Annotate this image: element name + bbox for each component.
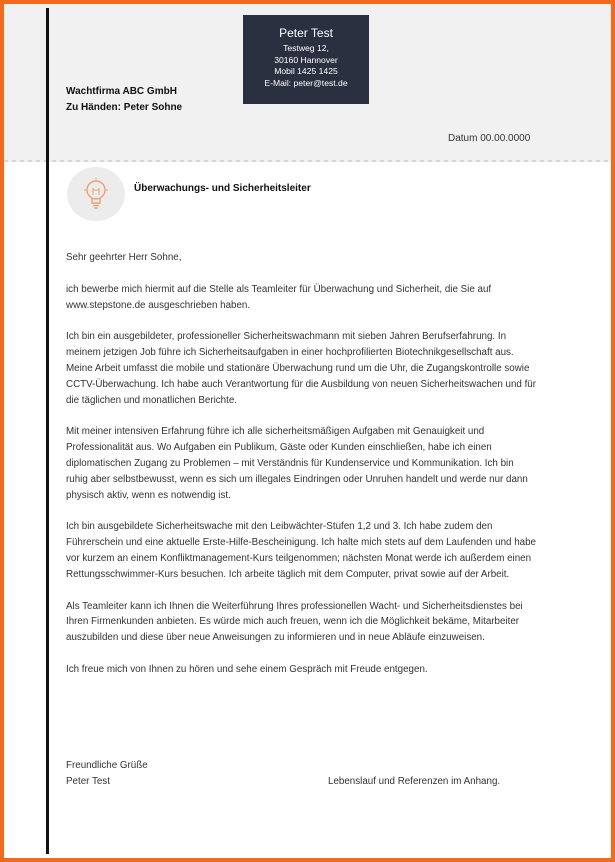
recipient-block bbox=[66, 84, 182, 116]
attachments-note: Lebenslauf und Referenzen im Anhang. bbox=[328, 776, 501, 787]
paragraph-4: Ich bin ausgebildete Sicherheitswache mit den Leibwächter-Stufen 1,2 und 3. Ich habe zudem den Führerschein und eine aktuelle Erste-Hilfe-Bescheinigung. Ich halte mich stets auf dem Laufenden und habe vor kurzem an einem Konfliktmanagement-Kurs teilgenommen; nächsten Monat werde ich außerdem einen Rettungsschwimmer-Kurs besuchen. Ich arbeite täglich mit dem Computer, privat sowie auf der Arbeit. bbox=[66, 521, 536, 580]
signature: Peter Test bbox=[66, 776, 110, 787]
sender-email: E-Mail: peter@test.de bbox=[264, 77, 348, 88]
lightbulb-icon bbox=[81, 177, 111, 211]
paragraph-3: Mit meiner intensiven Erfahrung führe ich alle sicherheitsmäßigen Aufgaben mit Genauigkeit und Professionalität aus. Wo Aufgaben ein Publikum, Gäste oder Kunden einschließen, habe ich einen diplomatischen Zugang zu Problemen – mit Verständnis für Kundenservice und Kommunikation. Ich bin ruhig aber selbstbewusst, wenn es sich um illegales Eindringen oder Unruhen handelt und werde nur dann physisch aktiv, wenn es notwendig ist. bbox=[66, 426, 528, 501]
letter-date: Datum 00.00.0000 bbox=[448, 133, 531, 144]
sender-phone: Mobil 1425 1425 bbox=[274, 66, 338, 76]
letter-subject: Überwachungs- und Sicherheitsleiter bbox=[134, 183, 311, 194]
sender-box bbox=[243, 15, 369, 104]
letter-body bbox=[66, 250, 536, 694]
paragraph-6: Ich freue mich von Ihnen zu hören und sehe einem Gespräch mit Freude entgegen. bbox=[66, 663, 428, 675]
paragraph-1: ich bewerbe mich hiermit auf die Stelle als Teamleiter für Überwachung und Sicherheit, die Sie auf www.stepstone.de ausgeschrieben haben. bbox=[66, 283, 492, 311]
icon-circle bbox=[67, 167, 125, 221]
recipient-company: Wachtfirma ABC GmbH bbox=[66, 86, 177, 97]
sender-city: 30160 Hannover bbox=[274, 54, 338, 65]
recipient-attention: Zu Händen: Peter Sohne bbox=[66, 102, 183, 113]
sender-name: Peter Test bbox=[279, 26, 333, 40]
closing-block bbox=[66, 758, 148, 790]
left-rule bbox=[46, 8, 49, 854]
salutation: Sehr geehrter Herr Sohne, bbox=[66, 252, 182, 263]
paragraph-5: Als Teamleiter kann ich Ihnen die Weiterführung Ihres professionellen Wacht- und Sicherheitsdienstes bei Ihren Firmenkunden anbieten. Es würde mich auch freuen, wenn ich die Möglichkeit bekäme, Mitarbeiter auszubilden und diese über neue Anweisungen zu informieren und in neue Abläufe einzuweisen. bbox=[66, 600, 523, 644]
paragraph-2: Ich bin ein ausgebildeter, professioneller Sicherheitswachmann mit sieben Jahren Berufserfahrung. In meinem jetzigen Job führe ich Sicherheitsaufgaben in einer hochprofilierten Biotechnikgesellschaft aus. Meine Arbeit umfasst die mobile und stationäre Überwachung rund um die Uhr, die Zugangskontrolle sowie CCTV-Überwachung. Ich habe auch Verantwortung für die Ausbildung von neuen Sicherheitswachen und für die täglichen und monatlichen Berichte. bbox=[66, 331, 537, 406]
sender-street: Testweg 12, bbox=[283, 43, 329, 53]
closing-greeting: Freundliche Grüße bbox=[66, 760, 148, 771]
